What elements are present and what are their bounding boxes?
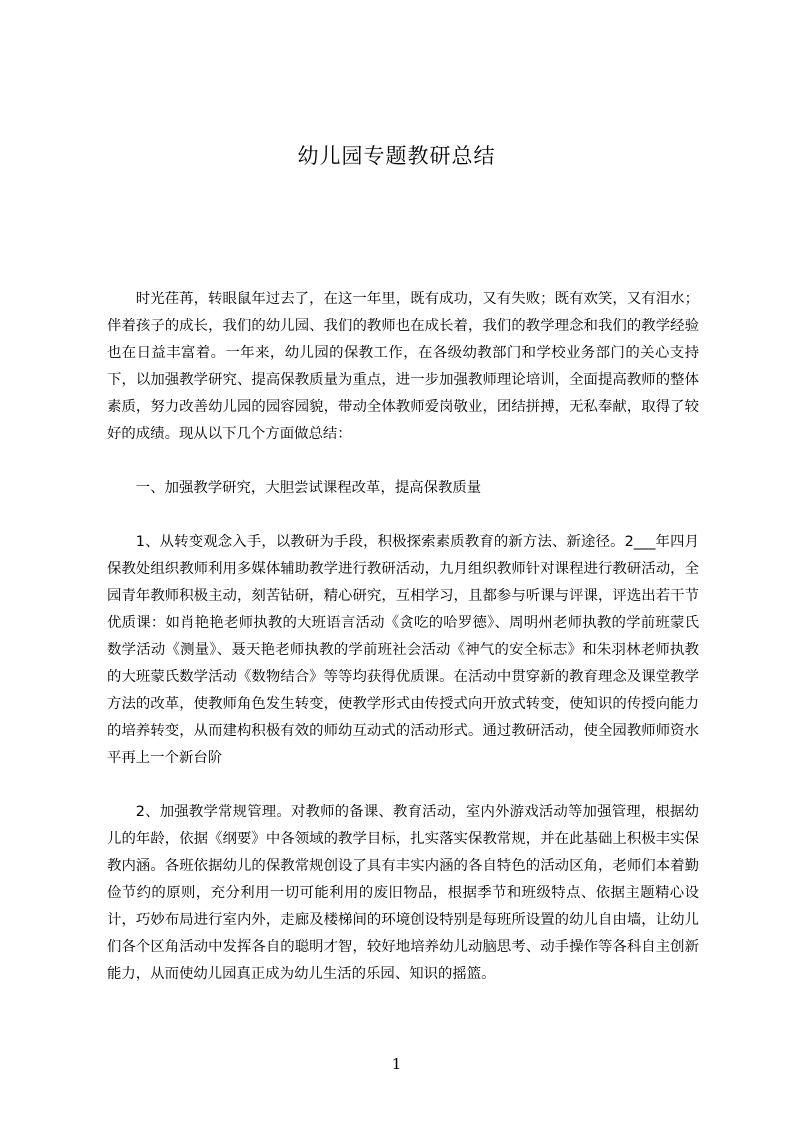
paragraph-spacer: [107, 502, 699, 529]
document-body: [107, 286, 699, 988]
item-1-paragraph: 1、从转变观念入手，以教研为手段，积极探索素质教育的新方法、新途径。2___年四月保教处组织教师利用多媒体辅助教学进行教研活动，九月组织教师针对课程进行教研活动，全园青年教师积极主动，刻苦钻研，精心研究，互相学习，且都参与听课与评课，评选出若干节优质课：如肖艳艳老师执教的大班语言活动《贪吃的哈罗德》、周明州老师执教的学前班蒙氏数学活动《测量》、聂天艳老师执教的学前班社会活动《神气的安全标志》和朱羽林老师执教的大班蒙氏数学活动《数物结合》等等均获得优质课。在活动中贯穿新的教育理念及课堂教学方法的改革，使教师角色发生转变，使教学形式由传授式向开放式转变，使知识的传授向能力的培养转变，从而建构积极有效的师幼互动式的活动形式。通过教研活动，使全园教师师资水平再上一个新台阶: [107, 534, 699, 766]
intro-paragraph: 时光荏苒，转眼鼠年过去了，在这一年里，既有成功，又有失败；既有欢笑，又有泪水；伴着孩子的成长，我们的幼儿园、我们的教师也在成长着，我们的教学理念和我们的教学经验也在日益丰富着。一年来，幼儿园的保教工作，在各级幼教部门和学校业务部门的关心支持下，以加强教学研究、提高保教质量为重点，进一步加强教师理论培训，全面提高教师的整体素质，努力改善幼儿园的园容园貌，带动全体教师爱岗敬业，团结拼搏，无私奉献，取得了较好的成绩。现从以下几个方面做总结：: [107, 291, 699, 442]
document-title: 幼儿园专题教研总结: [297, 144, 496, 168]
section-heading: 一、加强教学研究，大胆尝试课程改革，提高保教质量: [135, 480, 482, 496]
paragraph-spacer: [107, 772, 699, 799]
item-2-paragraph: 2、加强教学常规管理。对教师的备课、教育活动，室内外游戏活动等加强管理，根据幼儿的年龄，依据《纲要》中各领域的教学目标，扎实落实保教常规，并在此基础上积极丰实保教内涵。各班依据幼儿的保教常规创设了具有丰实内涵的各自特色的活动区角，老师们本着勤俭节约的原则，充分利用一切可能利用的废旧物品，根据季节和班级特点、依据主题精心设计，巧妙布局进行室内外，走廊及楼梯间的环境创设特别是每班所设置的幼儿自由墙，让幼儿们各个区角活动中发挥各自的聪明才智，较好地培养幼儿动脑思考、动手操作等各科自主创新能力，从而使幼儿园真正成为幼儿生活的乐园、知识的摇篮。: [107, 804, 699, 982]
paragraph-spacer: [107, 448, 699, 475]
page-number: 1: [391, 1055, 402, 1073]
